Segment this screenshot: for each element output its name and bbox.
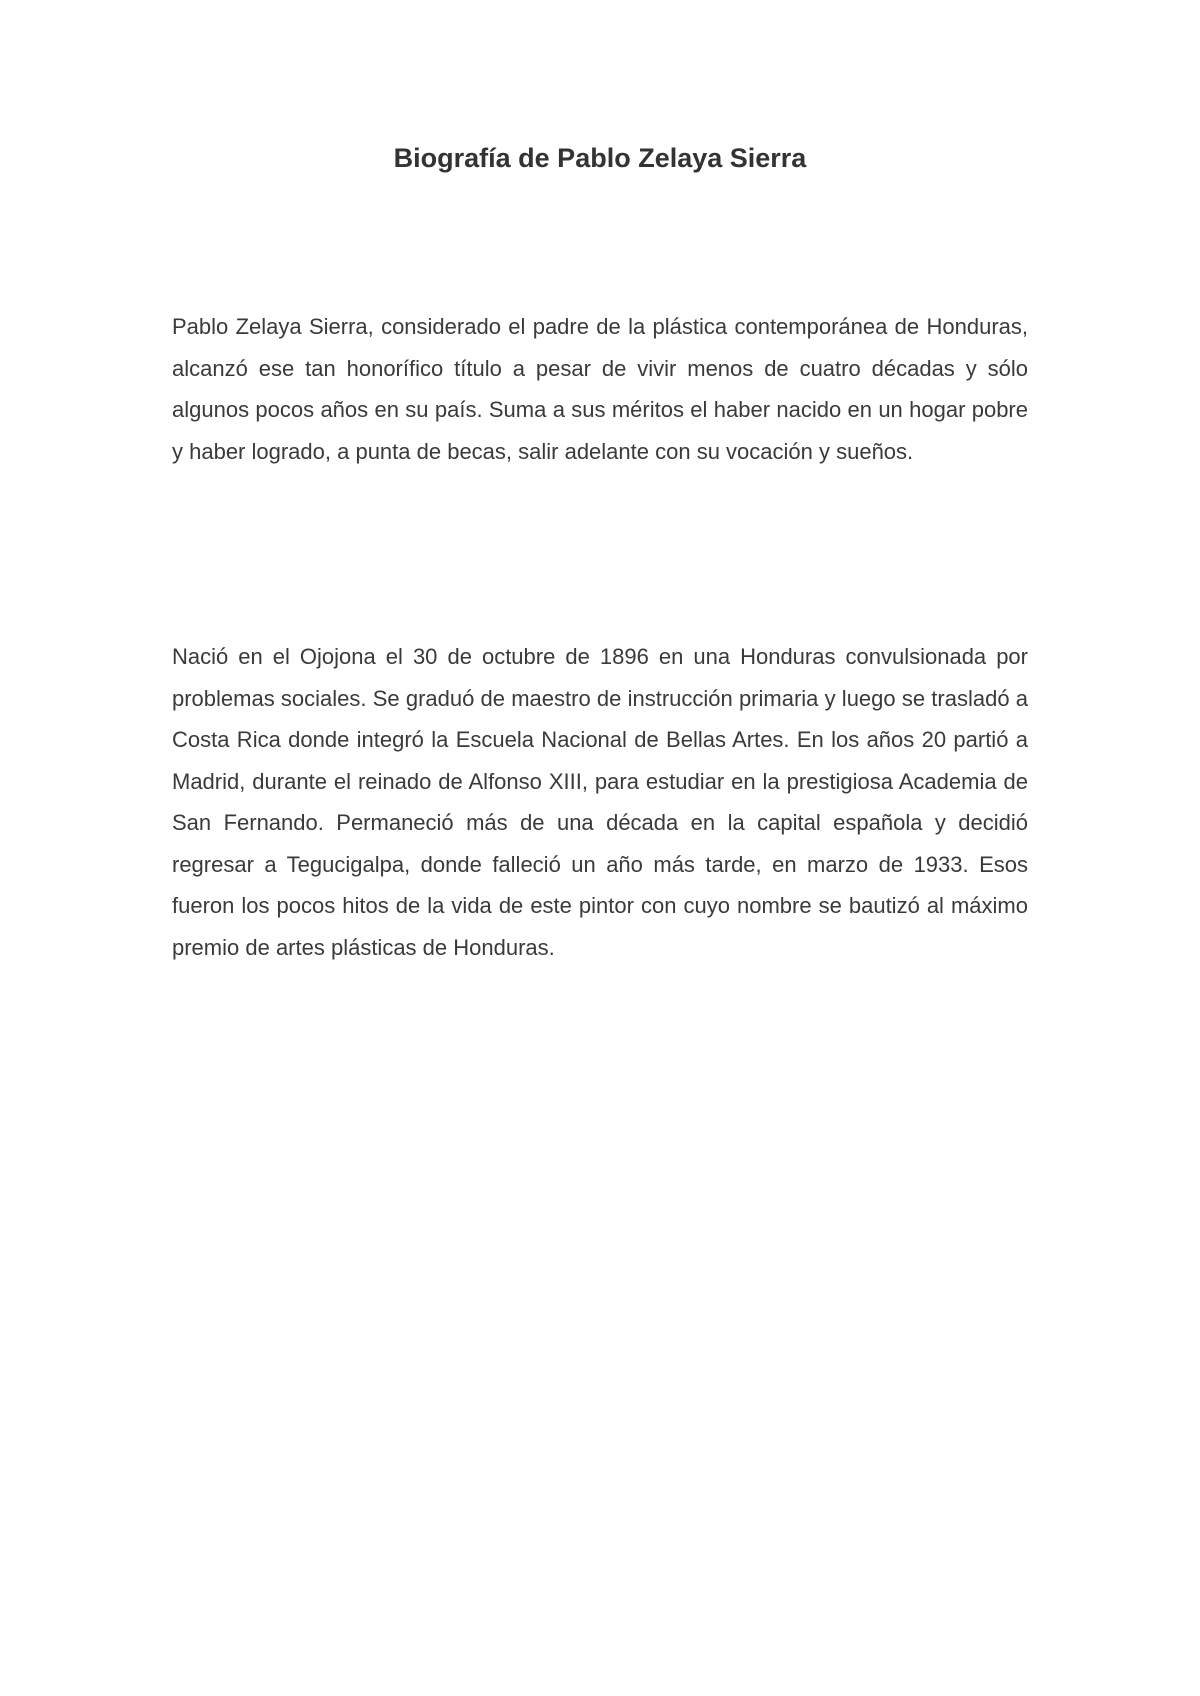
- paragraph-biography: Nació en el Ojojona el 30 de octubre de 1896 en una Honduras convulsionada por problemas sociales. Se graduó de maestro de instrucción primaria y luego se trasladó a Costa Rica donde integró la Escuela Nacional de Bellas Artes. En los años 20 partió a Madrid, durante el reinado de Alfonso XIII, para estudiar en la prestigiosa Academia de San Fernando. Permaneció más de una década en la capital española y decidió regresar a Tegucigalpa, donde falleció un año más tarde, en marzo de 1933. Esos fueron los pocos hitos de la vida de este pintor con cuyo nombre se bautizó al máximo premio de artes plásticas de Honduras.: [172, 644, 1028, 960]
- document-title: Biografía de Pablo Zelaya Sierra: [393, 143, 807, 173]
- paragraph-intro: Pablo Zelaya Sierra, considerado el padre de la plástica contemporánea de Honduras, alcanzó ese tan honorífico título a pesar de vivir menos de cuatro décadas y sólo algunos pocos años en su país. Suma a sus méritos el haber nacido en un hogar pobre y haber logrado, a punta de becas, salir adelante con su vocación y sueños.: [172, 314, 1028, 464]
